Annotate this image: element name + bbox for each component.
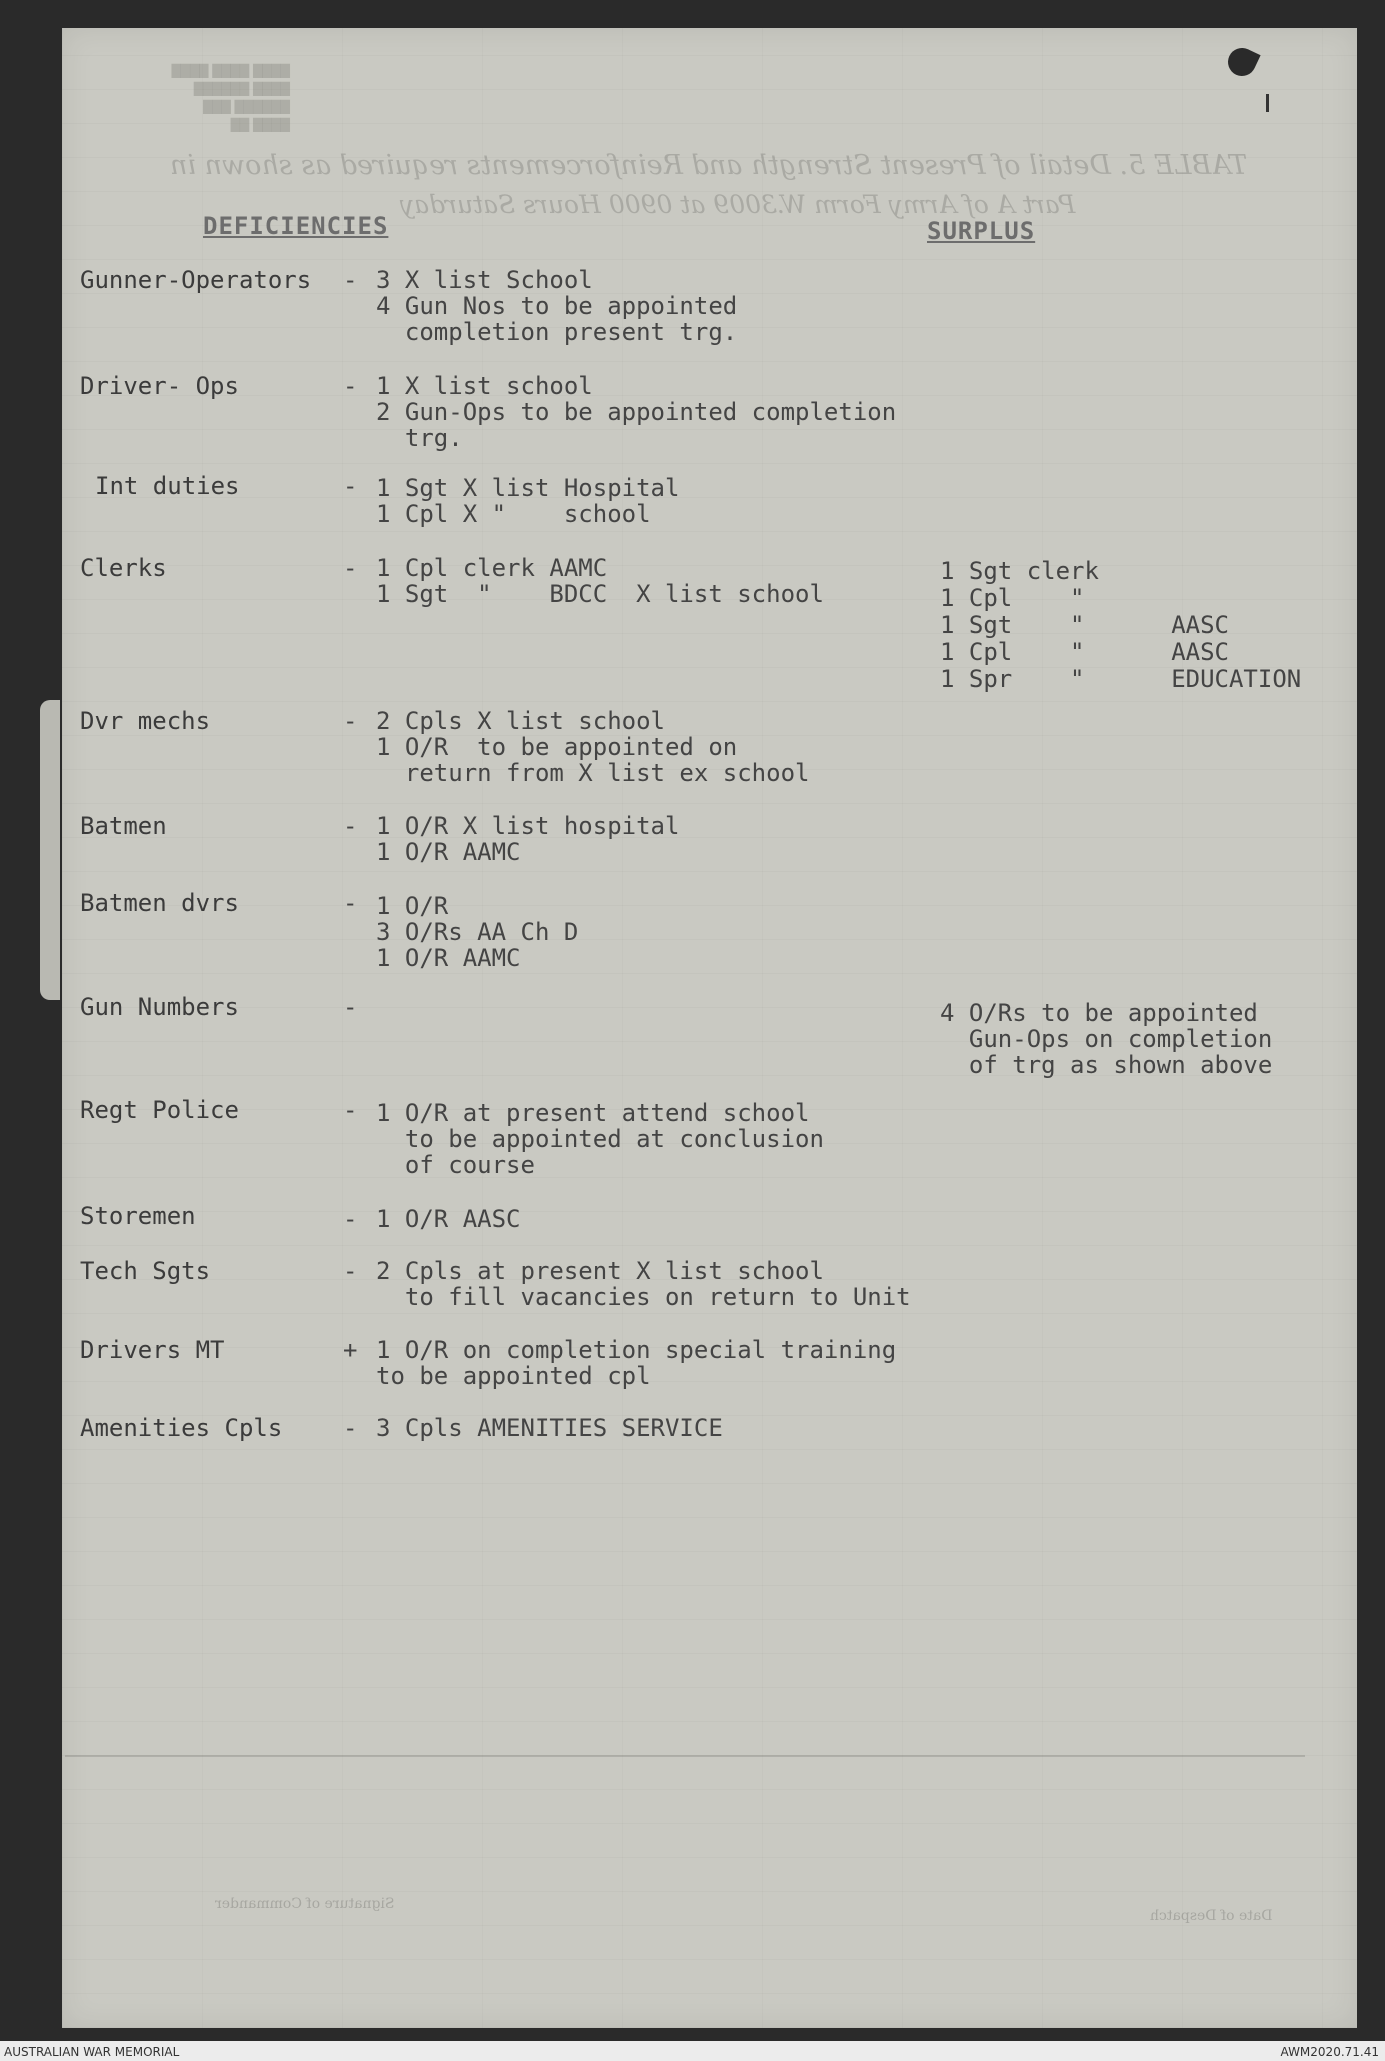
row-detail: 1 O/R AAMC — [376, 838, 521, 866]
row-dash: - — [343, 1414, 358, 1442]
faint-bleedthrough-stamp: ████ ████ ████ ████ ██████ ██████ ███ ████ ██ — [171, 64, 290, 132]
paper-edge-curl — [40, 700, 60, 1000]
row-dash: - — [343, 812, 358, 840]
row-category: Int duties — [95, 472, 240, 500]
faint-signature-label: Signature of Commander — [215, 1896, 395, 1912]
row-detail: 3 X list School — [376, 266, 593, 294]
faint-bleedthrough-subtitle: Part A of Army Form W.3009 at 0900 Hours Saturday — [400, 190, 1076, 219]
row-category: Tech Sgts — [80, 1257, 211, 1285]
row-detail: 1 O/R on completion special training — [376, 1336, 897, 1364]
row-detail: 1 O/R — [376, 892, 449, 920]
row-dash: - — [343, 266, 358, 294]
row-detail: 1 Sgt X list Hospital — [376, 474, 680, 502]
row-detail: 3 Cpls AMENITIES SERVICE — [376, 1414, 723, 1442]
row-detail: 4 Gun Nos to be appointed — [376, 292, 738, 320]
row-detail: 1 O/R AAMC — [376, 944, 521, 972]
surplus-heading: SURPLUS — [927, 217, 1036, 245]
row-dash: - — [343, 993, 358, 1021]
row-category: Gun Numbers — [80, 993, 239, 1021]
row-detail: 3 O/Rs AA Ch D — [376, 918, 579, 946]
row-detail: 2 Cpls X list school — [376, 707, 665, 735]
row-category: Driver- Ops — [80, 372, 239, 400]
row-detail: 1 Sgt " BDCC X list school — [376, 580, 824, 608]
row-detail: return from X list ex school — [376, 759, 810, 787]
row-category: Drivers MT — [80, 1336, 225, 1364]
row-detail: to fill vacancies on return to Unit — [376, 1283, 911, 1311]
faint-rule — [65, 1755, 1305, 1757]
surplus-gun-numbers-line: 4 O/Rs to be appointed — [940, 999, 1258, 1027]
surplus-clerk-line: 1 Sgt " AASC — [940, 611, 1229, 639]
row-category: Amenities Cpls — [80, 1414, 283, 1442]
row-dash: - — [343, 1257, 358, 1285]
faint-bleedthrough-title: TABLE 5. Detail of Present Strength and Reinforcements required as shown in — [170, 150, 1248, 181]
row-dash: - — [343, 889, 358, 917]
row-detail: 1 X list school — [376, 372, 593, 400]
row-detail: 1 O/R X list hospital — [376, 812, 680, 840]
surplus-clerk-line: 1 Sgt clerk — [940, 557, 1099, 585]
archive-credit: AUSTRALIAN WAR MEMORIAL — [4, 2045, 180, 2059]
row-detail: to be appointed at conclusion — [376, 1125, 824, 1153]
row-category: Gunner-Operators — [80, 266, 312, 294]
deficiencies-heading: DEFICIENCIES — [203, 212, 389, 240]
row-detail: 1 O/R to be appointed on — [376, 733, 738, 761]
faint-date-label: Date of Despatch — [1150, 1908, 1273, 1924]
archive-reference: AWM2020.71.41 — [1280, 2045, 1379, 2059]
surplus-clerk-line: 1 Cpl " AASC — [940, 638, 1229, 666]
row-detail: 1 Cpl X " school — [376, 500, 651, 528]
row-dash: - — [343, 472, 358, 500]
row-detail: 1 O/R AASC — [376, 1205, 521, 1233]
surplus-gun-numbers-line: of trg as shown above — [940, 1051, 1273, 1079]
row-dash: + — [343, 1336, 358, 1364]
row-detail: trg. — [376, 424, 463, 452]
row-detail: 2 Cpls at present X list school — [376, 1257, 824, 1285]
row-detail: 1 Cpl clerk AAMC — [376, 554, 608, 582]
surplus-gun-numbers-line: Gun-Ops on completion — [940, 1025, 1273, 1053]
row-dash: - — [343, 1096, 358, 1124]
row-detail: 2 Gun-Ops to be appointed completion — [376, 398, 897, 426]
row-detail: 1 O/R at present attend school — [376, 1099, 810, 1127]
row-category: Regt Police — [80, 1096, 239, 1124]
row-category: Batmen dvrs — [80, 889, 239, 917]
row-category: Dvr mechs — [80, 707, 211, 735]
row-dash: - — [343, 1205, 358, 1233]
row-category: Storemen — [80, 1202, 196, 1230]
row-dash: - — [343, 707, 358, 735]
row-category: Clerks — [80, 554, 167, 582]
row-dash: - — [343, 554, 358, 582]
surplus-clerk-line: 1 Cpl " — [940, 584, 1085, 612]
surplus-clerk-line: 1 Spr " EDUCATION — [940, 665, 1302, 693]
row-detail: of course — [376, 1151, 535, 1179]
row-dash: - — [343, 372, 358, 400]
pencil-mark — [1266, 94, 1269, 112]
row-detail: completion present trg. — [376, 318, 738, 346]
row-category: Batmen — [80, 812, 167, 840]
row-detail: to be appointed cpl — [376, 1362, 651, 1390]
